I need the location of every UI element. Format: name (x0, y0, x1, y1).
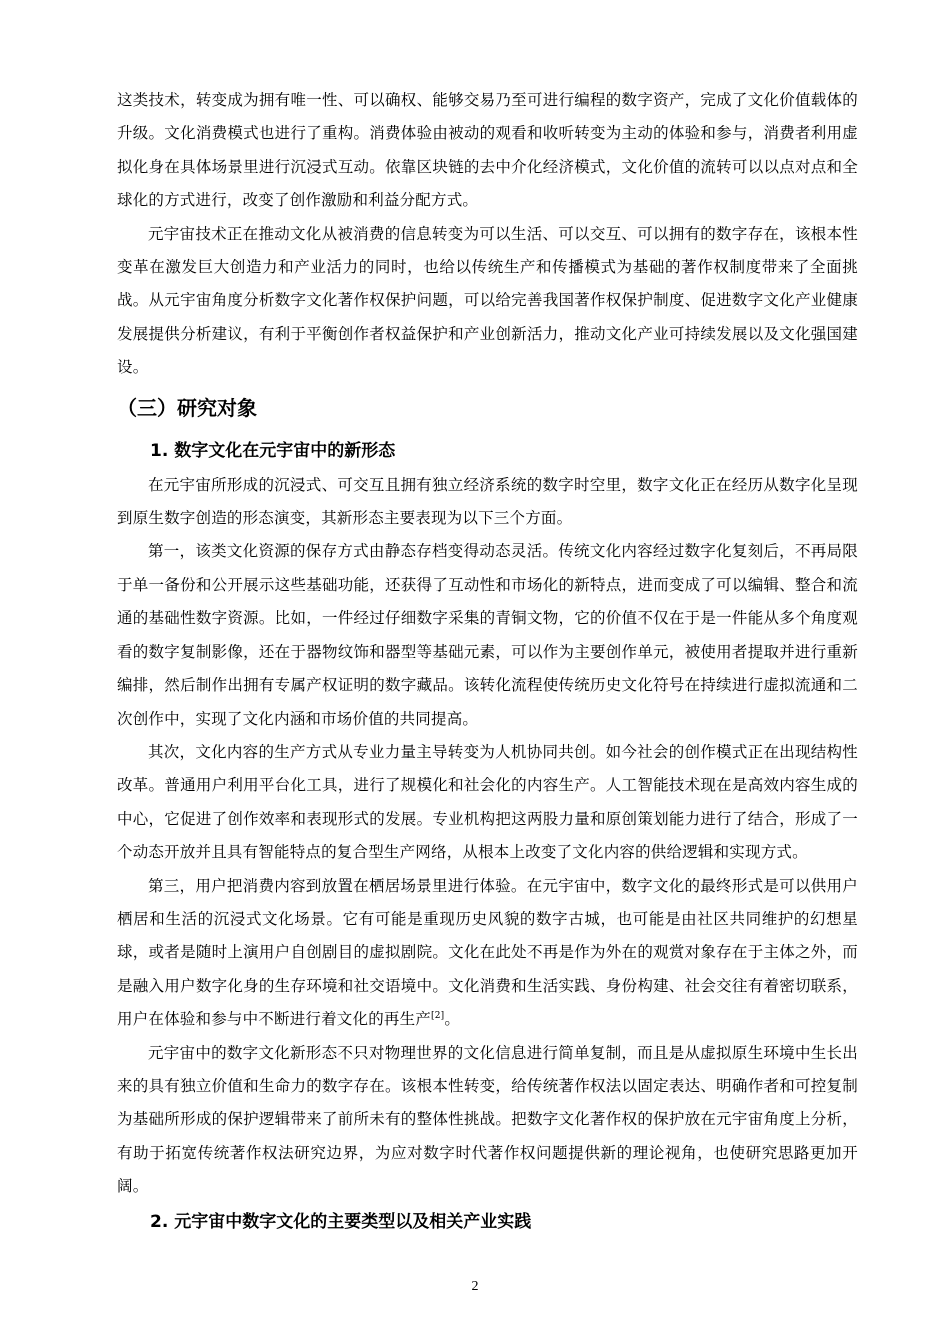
paragraph-intro-forms: 在元宇宙所形成的沉浸式、可交互且拥有独立经济系统的数字时空里，数字文化正在经历从数字化呈现到原生数字创造的形态演变，其新形态主要表现为以下三个方面。 (117, 475, 858, 528)
subsection-heading-new-forms: 1. 数字文化在元宇宙中的新形态 (150, 440, 396, 461)
paragraph-third-consumption (117, 870, 858, 1037)
section-heading-research-object: （三）研究对象 (117, 395, 257, 420)
paragraph-first-preservation: 第一，该类文化资源的保存方式由静态存档变得动态灵活。传统文化内容经过数字化复刻后，不再局限于单一备份和公开展示这些基础功能，还获得了互动性和市场化的新特点，进而变成了可以编辑、整合和流通的基础性数字资源。比如，一件经过仔细数字采集的青铜文物，它的价值不仅在于是一件能从多个角度观看的数字复制影像，还在于器物纹饰和器型等基础元素，可以作为主要创作单元，被使用者提取并进行重新编排，然后制作出拥有专属产权证明的数字藏品。该转化流程使传统历史文化符号在持续进行虚拟流通和二次创作中，实现了文化内涵和市场价值的共同提高。 (117, 542, 858, 728)
paragraph-second-production: 其次，文化内容的生产方式从专业力量主导转变为人机协同共创。如今社会的创作模式正在出现结构性改革。普通用户利用平台化工具，进行了规模化和社会化的内容生产。人工智能技术现在是高效内容生成的中心，它促进了创作效率和表现形式的发展。专业机构把这两股力量和原创策划能力进行了结合，形成了一个动态开放并且具有智能特点的复合型生产网络，从根本上改变了文化内容的供给逻辑和实现方式。 (117, 742, 858, 862)
paragraph-metaverse-significance: 元宇宙技术正在推动文化从被消费的信息转变为可以生活、可以交互、可以拥有的数字存在，该根本性变革在激发巨大创造力和产业活力的同时，也给以传统生产和传播模式为基础的著作权制度带来了全面挑战。从元宇宙角度分析数字文化著作权保护问题，可以给完善我国著作权保护制度、促进数字文化产业健康发展提供分析建议，有利于平衡创作者权益保护和产业创新活力，推动文化产业可持续发展以及文化强国建设。 (117, 224, 858, 377)
page-content (117, 84, 858, 1240)
paragraph-summary: 元宇宙中的数字文化新形态不只对物理世界的文化信息进行简单复制，而且是从虚拟原生环境中生长出来的具有独立价值和生命力的数字存在。该根本性转变，给传统著作权法以固定表达、明确作者和可控复制为基础所形成的保护逻辑带来了前所未有的整体性挑战。把数字文化著作权的保护放在元宇宙角度上分析，有助于拓宽传统著作权法研究边界，为应对数字时代著作权问题提供新的理论视角，也使研究思路更加开阔。 (117, 1043, 858, 1196)
paragraph-third-text: 第三，用户把消费内容到放置在栖居场景里进行体验。在元宇宙中，数字文化的最终形式是可以供用户栖居和生活的沉浸式文化场景。它有可能是重现历史风貌的数字古城，也可能是由社区共同维护的幻想星球，或者是随时上演用户自创剧目的虚拟剧院。文化在此处不再是作为外在的观赏对象存在于主体之外，而是融入用户数字化身的生存环境和社交语境中。文化消费和生活实践、身份构建、社会交往有着密切联系，用户在体验和参与中不断进行着文化的再生产 (117, 876, 858, 1029)
paragraph-continued: 这类技术，转变成为拥有唯一性、可以确权、能够交易乃至可进行编程的数字资产，完成了文化价值载体的升级。文化消费模式也进行了重构。消费体验由被动的观看和收听转变为主动的体验和参与，消费者利用虚拟化身在具体场景里进行沉浸式互动。依靠区块链的去中介化经济模式，文化价值的流转可以以点对点和全球化的方式进行，改变了创作激励和利益分配方式。 (117, 91, 858, 210)
citation-reference[interactable]: [2] (431, 1011, 445, 1022)
paragraph-third-tail: 。 (444, 1010, 461, 1029)
subsection-heading-types-and-practice: 2. 元宇宙中数字文化的主要类型以及相关产业实践 (150, 1211, 532, 1232)
page-number: 2 (471, 1279, 479, 1294)
